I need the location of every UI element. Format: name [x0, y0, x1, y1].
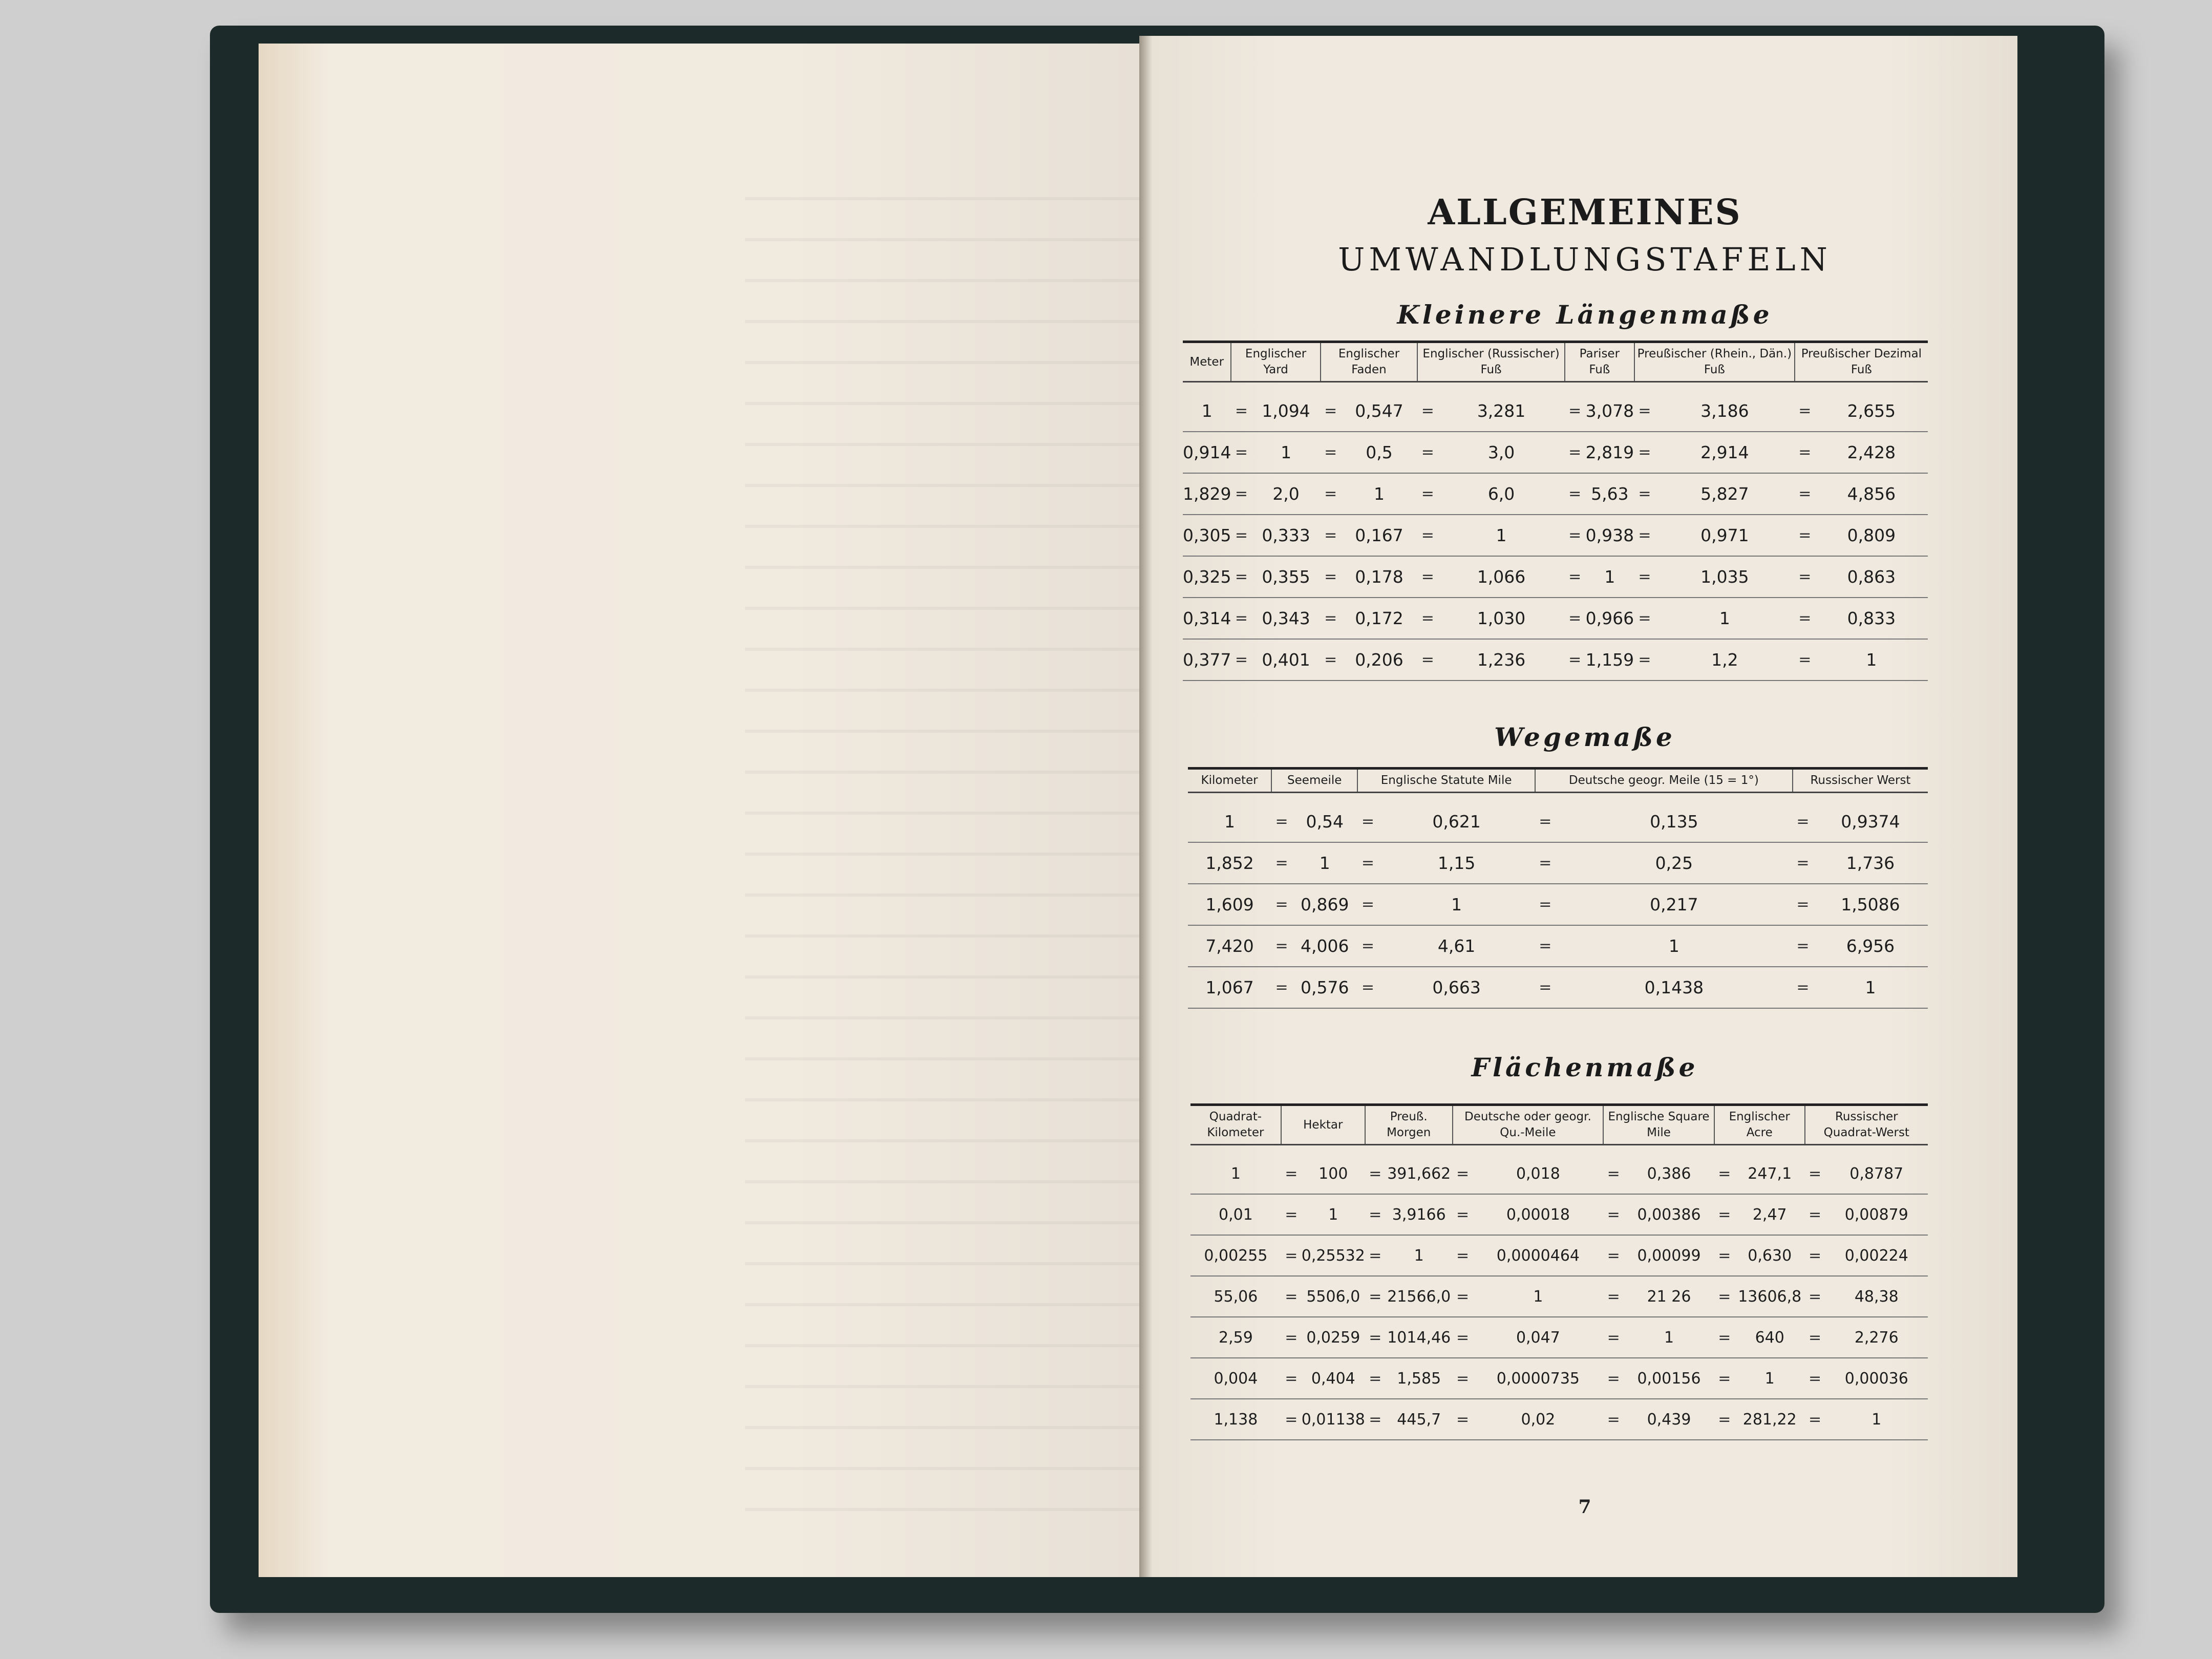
table-cell: 0,333 — [1251, 515, 1320, 556]
equals-sign: = — [1535, 967, 1556, 1008]
table-cell: 0,547 — [1341, 391, 1418, 432]
book-gutter — [1139, 36, 1152, 1577]
table-cell: 1,585 — [1386, 1358, 1453, 1399]
table-cell: 1 — [1585, 556, 1634, 598]
equals-sign: = — [1603, 1358, 1624, 1399]
equals-sign: = — [1565, 556, 1585, 598]
equals-sign: = — [1634, 598, 1655, 639]
left-page-blank — [259, 44, 1140, 1577]
equals-sign: = — [1321, 598, 1341, 639]
table-cell: 2,59 — [1190, 1317, 1281, 1358]
equals-sign: = — [1271, 884, 1292, 925]
equals-sign: = — [1603, 1399, 1624, 1440]
equals-sign: = — [1417, 639, 1438, 680]
page-number: 7 — [1578, 1496, 1591, 1518]
table-cell: 0,54 — [1292, 801, 1357, 842]
table-row — [1188, 884, 1928, 925]
table-cell: 2,655 — [1815, 391, 1928, 432]
table-cell: 0,9374 — [1813, 801, 1928, 842]
table-cell: 0,217 — [1556, 884, 1793, 925]
table-cell: 1,736 — [1813, 842, 1928, 884]
table-cell: 4,006 — [1292, 925, 1357, 967]
equals-sign: = — [1535, 801, 1556, 842]
table-cell: 6,0 — [1438, 473, 1564, 515]
equals-sign: = — [1565, 639, 1585, 680]
table-cell: 1,030 — [1438, 598, 1564, 639]
column-header: Englische Square Mile — [1603, 1105, 1714, 1145]
equals-sign: = — [1793, 967, 1813, 1008]
table-row — [1190, 1235, 1928, 1276]
table-wege — [1188, 767, 1928, 1009]
header-row — [1188, 769, 1928, 793]
equals-sign: = — [1805, 1317, 1825, 1358]
equals-sign: = — [1417, 391, 1438, 432]
equals-sign: = — [1795, 556, 1815, 598]
table-cell: 0,206 — [1341, 639, 1418, 680]
table-cell: 3,078 — [1585, 391, 1634, 432]
equals-sign: = — [1271, 925, 1292, 967]
equals-sign: = — [1793, 884, 1813, 925]
equals-sign: = — [1535, 925, 1556, 967]
column-header: Russischer Werst — [1793, 769, 1928, 793]
page-subtitle: UMWANDLUNGSTAFELN — [1338, 241, 1832, 278]
table-cell: 1,5086 — [1813, 884, 1928, 925]
table-cell: 0,833 — [1815, 598, 1928, 639]
table-cell: 21 26 — [1624, 1276, 1714, 1317]
table-cell: 0,02 — [1473, 1399, 1604, 1440]
equals-sign: = — [1565, 515, 1585, 556]
table-cell: 0,00099 — [1624, 1235, 1714, 1276]
column-header: Englischer (Russischer) Fuß — [1417, 342, 1564, 382]
table-cell: 0,00255 — [1190, 1235, 1281, 1276]
table-cell: 0,0000464 — [1473, 1235, 1604, 1276]
equals-sign: = — [1805, 1399, 1825, 1440]
equals-sign: = — [1603, 1194, 1624, 1235]
table-cell: 0,621 — [1378, 801, 1535, 842]
column-header: Preußischer Dezimal Fuß — [1795, 342, 1928, 382]
table-cell: 1,15 — [1378, 842, 1535, 884]
table-cell: 0,25 — [1556, 842, 1793, 884]
table-cell: 1,829 — [1183, 473, 1231, 515]
table-cell: 640 — [1735, 1317, 1805, 1358]
table-row — [1190, 1276, 1928, 1317]
equals-sign: = — [1793, 801, 1813, 842]
table-cell: 0,00879 — [1825, 1194, 1928, 1235]
table-cell: 391,662 — [1386, 1154, 1453, 1194]
table-cell: 0,047 — [1473, 1317, 1604, 1358]
column-header: Preuß. Morgen — [1365, 1105, 1453, 1145]
table-cell: 1,159 — [1585, 639, 1634, 680]
table-cell: 1 — [1188, 801, 1271, 842]
table-cell: 1 — [1183, 391, 1231, 432]
table-cell: 0,938 — [1585, 515, 1634, 556]
table-cell: 3,186 — [1655, 391, 1795, 432]
equals-sign: = — [1231, 598, 1251, 639]
table-cell: 0,135 — [1556, 801, 1793, 842]
equals-sign: = — [1453, 1194, 1473, 1235]
table-cell: 2,47 — [1735, 1194, 1805, 1235]
spacer-row — [1183, 382, 1928, 391]
section-heading-laengen: Kleinere Längenmaße — [1397, 300, 1773, 330]
equals-sign: = — [1417, 515, 1438, 556]
equals-sign: = — [1231, 639, 1251, 680]
table-row — [1188, 842, 1928, 884]
table-row — [1190, 1399, 1928, 1440]
table-cell: 445,7 — [1386, 1399, 1453, 1440]
equals-sign: = — [1281, 1154, 1302, 1194]
table-cell: 0,25532 — [1302, 1235, 1365, 1276]
equals-sign: = — [1231, 391, 1251, 432]
table-cell: 1,2 — [1655, 639, 1795, 680]
table-cell: 0,386 — [1624, 1154, 1714, 1194]
table-cell: 0,004 — [1190, 1358, 1281, 1399]
equals-sign: = — [1805, 1358, 1825, 1399]
equals-sign: = — [1805, 1276, 1825, 1317]
table-row — [1183, 391, 1928, 432]
equals-sign: = — [1714, 1399, 1735, 1440]
equals-sign: = — [1321, 432, 1341, 473]
equals-sign: = — [1271, 967, 1292, 1008]
table-cell: 0,355 — [1251, 556, 1320, 598]
table-cell: 0,00156 — [1624, 1358, 1714, 1399]
table-cell: 1 — [1438, 515, 1564, 556]
table-cell: 7,420 — [1188, 925, 1271, 967]
table-cell: 1,067 — [1188, 967, 1271, 1008]
table-cell: 1 — [1302, 1194, 1365, 1235]
table-row — [1190, 1194, 1928, 1235]
equals-sign: = — [1365, 1399, 1386, 1440]
table-cell: 1 — [1190, 1154, 1281, 1194]
table-cell: 2,819 — [1585, 432, 1634, 473]
column-header: Meter — [1183, 342, 1231, 382]
column-header: Quadrat-Kilometer — [1190, 1105, 1281, 1145]
table-cell: 0,00018 — [1473, 1194, 1604, 1235]
equals-sign: = — [1365, 1194, 1386, 1235]
table-cell: 2,276 — [1825, 1317, 1928, 1358]
equals-sign: = — [1365, 1235, 1386, 1276]
column-header: Pariser Fuß — [1565, 342, 1634, 382]
equals-sign: = — [1321, 639, 1341, 680]
table-cell: 0,018 — [1473, 1154, 1604, 1194]
equals-sign: = — [1603, 1276, 1624, 1317]
equals-sign: = — [1535, 884, 1556, 925]
table-cell: 0,0000735 — [1473, 1358, 1604, 1399]
equals-sign: = — [1271, 801, 1292, 842]
table-row — [1183, 473, 1928, 515]
table-row — [1188, 801, 1928, 842]
table-cell: 0,314 — [1183, 598, 1231, 639]
equals-sign: = — [1357, 884, 1378, 925]
equals-sign: = — [1321, 473, 1341, 515]
table-cell: 0,1438 — [1556, 967, 1793, 1008]
equals-sign: = — [1634, 639, 1655, 680]
table-cell: 55,06 — [1190, 1276, 1281, 1317]
table-cell: 0,914 — [1183, 432, 1231, 473]
page-title: ALLGEMEINES — [1428, 192, 1742, 233]
column-header: Englischer Yard — [1231, 342, 1320, 382]
table-cell: 0,00224 — [1825, 1235, 1928, 1276]
table-cell: 0,576 — [1292, 967, 1357, 1008]
equals-sign: = — [1271, 842, 1292, 884]
equals-sign: = — [1565, 473, 1585, 515]
table-row — [1190, 1358, 1928, 1399]
equals-sign: = — [1714, 1276, 1735, 1317]
equals-sign: = — [1453, 1317, 1473, 1358]
equals-sign: = — [1795, 639, 1815, 680]
table-cell: 1 — [1251, 432, 1320, 473]
equals-sign: = — [1714, 1194, 1735, 1235]
column-header: Preußischer (Rhein., Dän.) Fuß — [1634, 342, 1795, 382]
equals-sign: = — [1453, 1358, 1473, 1399]
equals-sign: = — [1357, 801, 1378, 842]
column-header: Englischer Faden — [1321, 342, 1418, 382]
table-cell: 0,167 — [1341, 515, 1418, 556]
equals-sign: = — [1365, 1154, 1386, 1194]
table-cell: 1 — [1624, 1317, 1714, 1358]
table-cell: 3,9166 — [1386, 1194, 1453, 1235]
section-heading-flaechen: Flächenmaße — [1471, 1052, 1698, 1082]
table-cell: 0,401 — [1251, 639, 1320, 680]
table-cell: 1 — [1292, 842, 1357, 884]
table-cell: 247,1 — [1735, 1154, 1805, 1194]
equals-sign: = — [1793, 925, 1813, 967]
table-cell: 1 — [1825, 1399, 1928, 1440]
equals-sign: = — [1321, 391, 1341, 432]
table-cell: 0,325 — [1183, 556, 1231, 598]
equals-sign: = — [1281, 1235, 1302, 1276]
equals-sign: = — [1565, 432, 1585, 473]
column-header: Deutsche oder geogr. Qu.-Meile — [1453, 1105, 1604, 1145]
equals-sign: = — [1417, 556, 1438, 598]
column-header: Englischer Acre — [1714, 1105, 1805, 1145]
equals-sign: = — [1805, 1194, 1825, 1235]
equals-sign: = — [1714, 1317, 1735, 1358]
table-cell: 0,404 — [1302, 1358, 1365, 1399]
table-cell: 0,863 — [1815, 556, 1928, 598]
table-cell: 5,63 — [1585, 473, 1634, 515]
table-cell: 13606,8 — [1735, 1276, 1805, 1317]
equals-sign: = — [1795, 391, 1815, 432]
table-cell: 0,305 — [1183, 515, 1231, 556]
table-cell: 4,856 — [1815, 473, 1928, 515]
column-header: Englische Statute Mile — [1357, 769, 1535, 793]
equals-sign: = — [1453, 1235, 1473, 1276]
equals-sign: = — [1231, 556, 1251, 598]
table-cell: 1 — [1815, 639, 1928, 680]
table-flaechen — [1190, 1103, 1928, 1440]
table-cell: 1 — [1735, 1358, 1805, 1399]
equals-sign: = — [1535, 842, 1556, 884]
equals-sign: = — [1365, 1358, 1386, 1399]
spacer-row — [1190, 1145, 1928, 1154]
equals-sign: = — [1417, 473, 1438, 515]
table-cell: 0,01 — [1190, 1194, 1281, 1235]
equals-sign: = — [1634, 556, 1655, 598]
table-cell: 0,0259 — [1302, 1317, 1365, 1358]
equals-sign: = — [1565, 598, 1585, 639]
table-row — [1183, 432, 1928, 473]
table-cell: 1,035 — [1655, 556, 1795, 598]
table-cell: 1 — [1341, 473, 1418, 515]
table-cell: 1,236 — [1438, 639, 1564, 680]
table-cell: 1 — [1386, 1235, 1453, 1276]
equals-sign: = — [1634, 515, 1655, 556]
equals-sign: = — [1453, 1154, 1473, 1194]
equals-sign: = — [1281, 1194, 1302, 1235]
table-cell: 2,0 — [1251, 473, 1320, 515]
header-row — [1190, 1105, 1928, 1145]
table-cell: 1 — [1556, 925, 1793, 967]
equals-sign: = — [1357, 925, 1378, 967]
table-row — [1183, 556, 1928, 598]
table-cell: 0,809 — [1815, 515, 1928, 556]
equals-sign: = — [1805, 1235, 1825, 1276]
table-row — [1190, 1317, 1928, 1358]
table-cell: 0,343 — [1251, 598, 1320, 639]
table-row — [1183, 639, 1928, 680]
section-heading-wege: Wegemaße — [1494, 722, 1675, 752]
equals-sign: = — [1795, 598, 1815, 639]
equals-sign: = — [1603, 1235, 1624, 1276]
equals-sign: = — [1603, 1154, 1624, 1194]
equals-sign: = — [1634, 473, 1655, 515]
table-cell: 0,00036 — [1825, 1358, 1928, 1399]
table-cell: 0,869 — [1292, 884, 1357, 925]
equals-sign: = — [1357, 842, 1378, 884]
equals-sign: = — [1634, 391, 1655, 432]
column-header: Hektar — [1281, 1105, 1365, 1145]
table-cell: 0,178 — [1341, 556, 1418, 598]
equals-sign: = — [1805, 1154, 1825, 1194]
equals-sign: = — [1321, 556, 1341, 598]
equals-sign: = — [1281, 1399, 1302, 1440]
equals-sign: = — [1281, 1276, 1302, 1317]
equals-sign: = — [1417, 598, 1438, 639]
header-row — [1183, 342, 1928, 382]
equals-sign: = — [1714, 1235, 1735, 1276]
equals-sign: = — [1795, 473, 1815, 515]
table-cell: 0,00386 — [1624, 1194, 1714, 1235]
table-cell: 1,852 — [1188, 842, 1271, 884]
equals-sign: = — [1417, 432, 1438, 473]
table-cell: 281,22 — [1735, 1399, 1805, 1440]
table-cell: 1,094 — [1251, 391, 1320, 432]
table-cell: 48,38 — [1825, 1276, 1928, 1317]
equals-sign: = — [1565, 391, 1585, 432]
table-cell: 0,377 — [1183, 639, 1231, 680]
equals-sign: = — [1231, 473, 1251, 515]
equals-sign: = — [1281, 1317, 1302, 1358]
table-cell: 3,0 — [1438, 432, 1564, 473]
table-cell: 1 — [1378, 884, 1535, 925]
table-row — [1188, 967, 1928, 1008]
equals-sign: = — [1634, 432, 1655, 473]
table-row — [1183, 598, 1928, 639]
table-cell: 0,172 — [1341, 598, 1418, 639]
table-cell: 2,914 — [1655, 432, 1795, 473]
table-row — [1190, 1154, 1928, 1194]
column-header: Seemeile — [1271, 769, 1357, 793]
table-cell: 0,01138 — [1302, 1399, 1365, 1440]
table-cell: 0,5 — [1341, 432, 1418, 473]
column-header: Russischer Quadrat-Werst — [1805, 1105, 1928, 1145]
equals-sign: = — [1365, 1317, 1386, 1358]
table-laengen — [1183, 341, 1928, 681]
table-cell: 0,663 — [1378, 967, 1535, 1008]
table-cell: 5506,0 — [1302, 1276, 1365, 1317]
table-cell: 0,8787 — [1825, 1154, 1928, 1194]
table-cell: 1,066 — [1438, 556, 1564, 598]
table-cell: 5,827 — [1655, 473, 1795, 515]
equals-sign: = — [1453, 1399, 1473, 1440]
table-cell: 100 — [1302, 1154, 1365, 1194]
equals-sign: = — [1321, 515, 1341, 556]
table-cell: 0,966 — [1585, 598, 1634, 639]
column-header: Kilometer — [1188, 769, 1271, 793]
table-cell: 1 — [1473, 1276, 1604, 1317]
equals-sign: = — [1795, 515, 1815, 556]
equals-sign: = — [1281, 1358, 1302, 1399]
equals-sign: = — [1714, 1154, 1735, 1194]
table-cell: 1,138 — [1190, 1399, 1281, 1440]
table-cell: 2,428 — [1815, 432, 1928, 473]
equals-sign: = — [1793, 842, 1813, 884]
table-cell: 21566,0 — [1386, 1276, 1453, 1317]
table-cell: 1,609 — [1188, 884, 1271, 925]
table-cell: 1 — [1813, 967, 1928, 1008]
spacer-row — [1188, 793, 1928, 802]
table-cell: 1 — [1655, 598, 1795, 639]
table-row — [1188, 925, 1928, 967]
table-cell: 1014,46 — [1386, 1317, 1453, 1358]
equals-sign: = — [1365, 1276, 1386, 1317]
column-header: Deutsche geogr. Meile (15 = 1°) — [1535, 769, 1793, 793]
equals-sign: = — [1603, 1317, 1624, 1358]
equals-sign: = — [1714, 1358, 1735, 1399]
table-cell: 0,630 — [1735, 1235, 1805, 1276]
equals-sign: = — [1231, 515, 1251, 556]
equals-sign: = — [1453, 1276, 1473, 1317]
equals-sign: = — [1795, 432, 1815, 473]
table-cell: 3,281 — [1438, 391, 1564, 432]
table-cell: 0,971 — [1655, 515, 1795, 556]
equals-sign: = — [1231, 432, 1251, 473]
table-cell: 4,61 — [1378, 925, 1535, 967]
table-cell: 0,439 — [1624, 1399, 1714, 1440]
table-row — [1183, 515, 1928, 556]
table-cell: 6,956 — [1813, 925, 1928, 967]
equals-sign: = — [1357, 967, 1378, 1008]
